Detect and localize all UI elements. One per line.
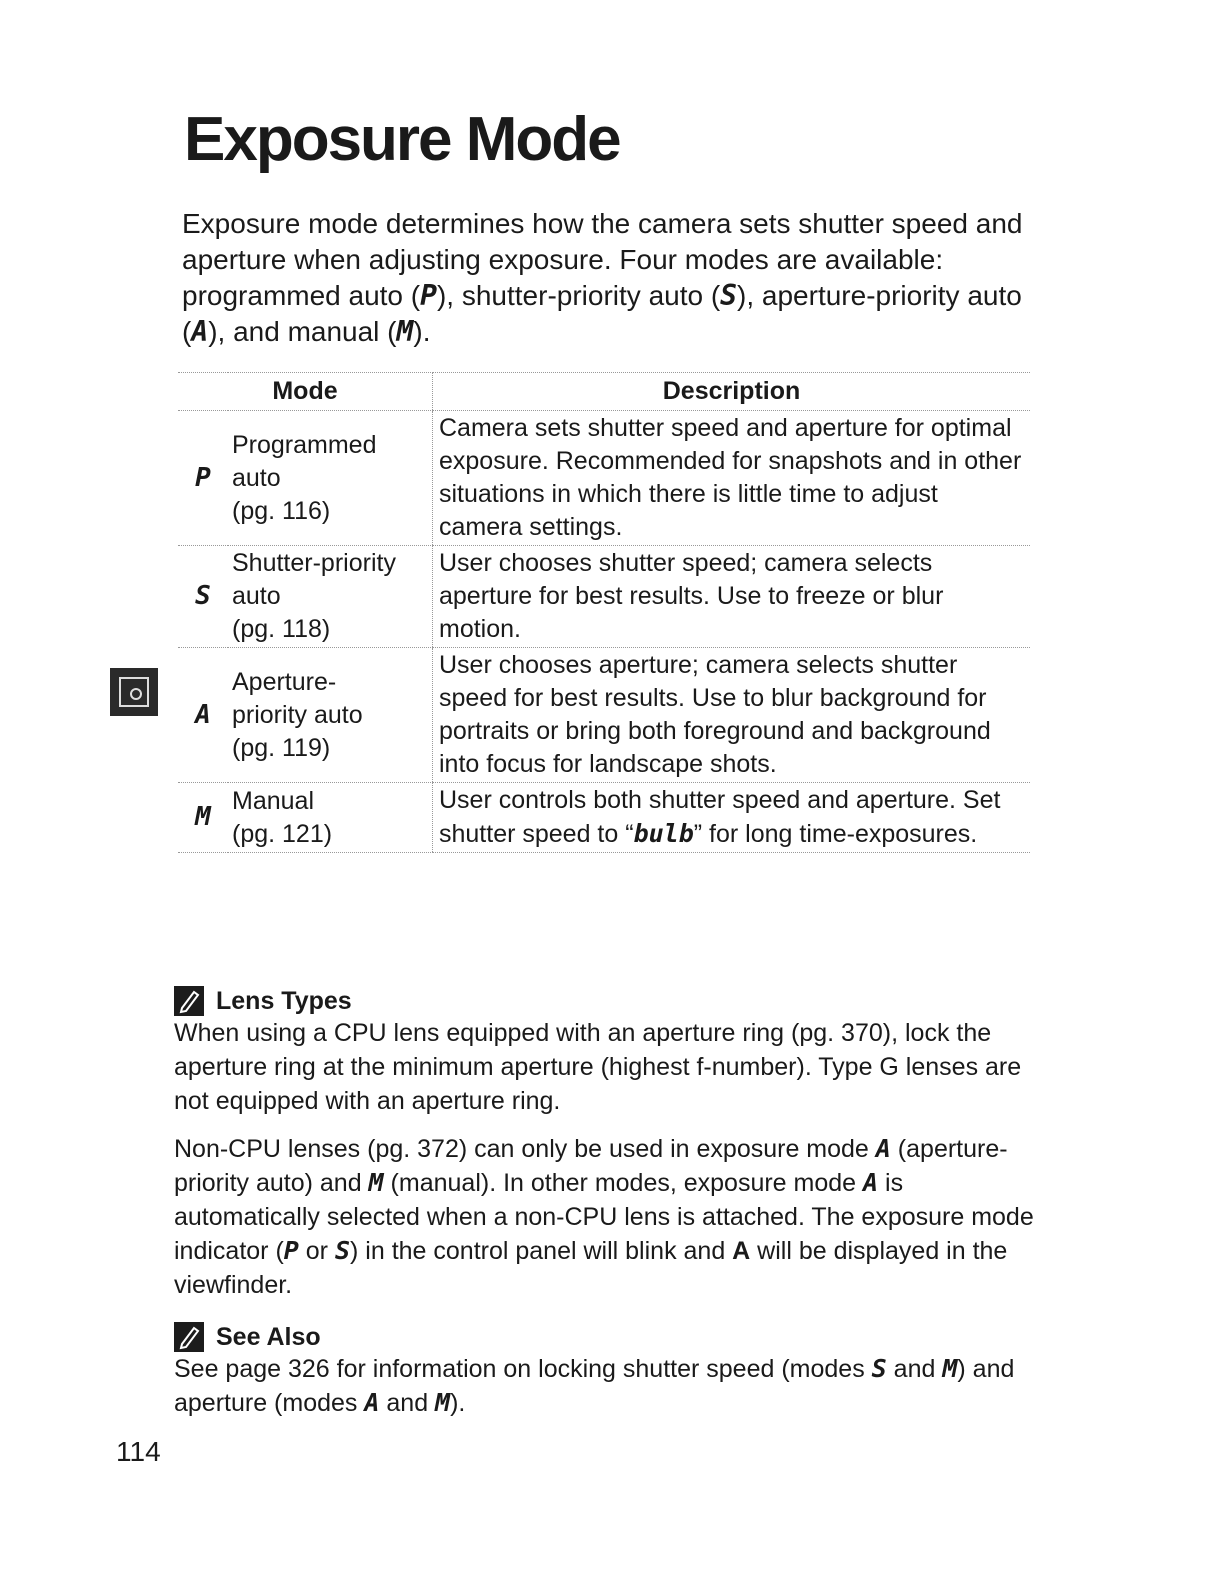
table-header-row — [178, 373, 1030, 411]
mode-name: Programmed auto (pg. 116) — [228, 411, 433, 546]
mode-a-icon: A — [178, 648, 228, 783]
see-also-paragraph: See page 326 for information on locking shutter speed (modes S and M) and aperture (modes A and M). — [174, 1354, 1015, 1417]
see-also-note — [174, 1322, 1034, 1420]
pencil-note-icon — [174, 1322, 204, 1352]
table-row — [178, 546, 1030, 648]
page-title: Exposure Mode — [184, 105, 620, 174]
table-row — [178, 648, 1030, 783]
mode-p-icon: P — [178, 411, 228, 546]
pencil-note-icon — [174, 986, 204, 1016]
lens-types-note — [174, 986, 1034, 1302]
lens-types-paragraph: When using a CPU lens equipped with an aperture ring (pg. 370), lock the aperture ring at the minimum aperture (highest f-number). Type G lenses are not equipped with an aperture ring. — [174, 1019, 1022, 1115]
page-number: 114 — [116, 1436, 161, 1467]
description-column-header: Description — [433, 373, 1031, 411]
table-row — [178, 783, 1030, 853]
mode-s-icon: S — [178, 546, 228, 648]
non-cpu-paragraph: Non-CPU lenses (pg. 372) can only be used in exposure mode A (aperture-priority auto) and M (manual). In other modes, exposure mode A is automatically selected when a non-CPU lens is attached. The exposure mode indicator (P or S) in the control panel will blink and A will be displayed in the viewfinder. — [174, 1134, 1034, 1299]
see-also-title: See Also — [216, 1322, 321, 1351]
mode-name: Shutter-priority auto (pg. 118) — [228, 546, 433, 648]
mode-column-header: Mode — [178, 373, 433, 411]
lens-types-title: Lens Types — [216, 986, 352, 1015]
intro-paragraph: Exposure mode determines how the camera sets shutter speed and aperture when adjusting exposure. Four modes are available: programmed auto (P), shutter-priority auto (S), aperture-priority auto (A), and manual (M). — [182, 208, 1023, 348]
mode-description: Camera sets shutter speed and aperture for optimal exposure. Recommended for snapshots and in other situations in which there is little time to adjust camera settings. — [433, 411, 1031, 546]
mode-description: User controls both shutter speed and aperture. Set shutter speed to “bulb” for long time-exposures. — [433, 783, 1031, 853]
table-row — [178, 411, 1030, 546]
exposure-modes-table — [178, 372, 1030, 853]
exposure-mode-tab-icon — [110, 668, 158, 716]
mode-name: Manual (pg. 121) — [228, 783, 433, 853]
mode-name: Aperture- priority auto (pg. 119) — [228, 648, 433, 783]
mode-description: User chooses shutter speed; camera selects aperture for best results. Use to freeze or blur motion. — [433, 546, 1031, 648]
mode-m-icon: M — [178, 783, 228, 853]
mode-description: User chooses aperture; camera selects shutter speed for best results. Use to blur background for portraits or bring both foreground and background into focus for landscape shots. — [433, 648, 1031, 783]
